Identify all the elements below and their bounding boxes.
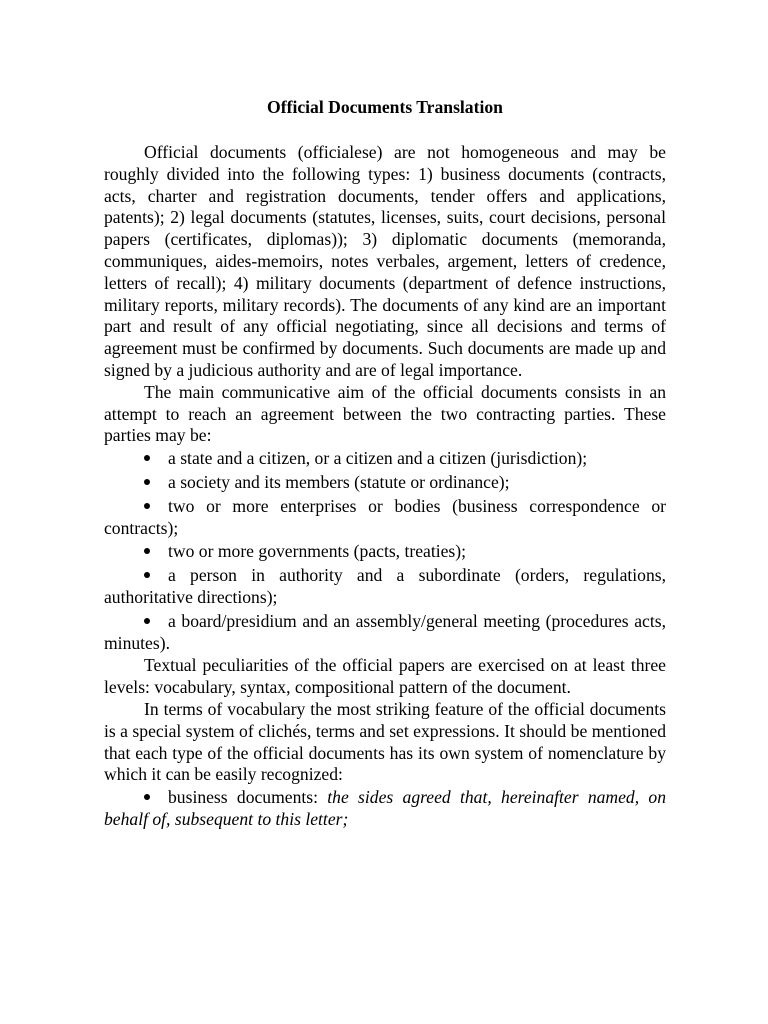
paragraph-vocabulary: In terms of vocabulary the most striking feature of the official documents is a special system of clichés, terms and set expressions. It should be mentioned that each type of the official documents has its own system of nomenclature by which it can be easily recognized: (104, 698, 666, 785)
paragraph-document-types: Official documents (officialese) are not homogeneous and may be roughly divided into the following types: 1) business documents (contracts, acts, charter and registration documents, tender offers and applications, patents); 2) legal documents (statutes, licenses, suits, court decisions, personal papers (certificates, diplomas)); 3) diplomatic documents (memoranda, communiques, aides-memoirs, notes verbales, argement, letters of credence, letters of recall); 4) military documents (department of defence instructions, military reports, military records). The documents of any kind are an important part and result of any official negotiating, since all decisions and terms of agreement must be confirmed by documents. Such documents are made up and signed by a judicious authority and are of legal importance. (104, 142, 666, 380)
bullet-icon (144, 496, 168, 518)
bullet-icon (144, 448, 168, 470)
example-text: the sides agreed that, hereinafter named, on behalf of, subsequent to this letter; (104, 787, 666, 829)
list-item: a state and a citizen, or a citizen and a citizen (jurisdiction); (104, 447, 666, 471)
document-page (104, 96, 666, 832)
bullet-icon (144, 541, 168, 563)
bullet-icon (144, 611, 168, 633)
list-item: a person in authority and a subordinate (orders, regulations, authoritative directions); (104, 565, 666, 607)
bullet-icon (144, 565, 168, 587)
paragraph-textual-peculiarities: Textual peculiarities of the official papers are exercised on at least three levels: vocabulary, syntax, compositional pattern of the document. (104, 655, 666, 698)
example-label: business documents: (168, 787, 328, 808)
list-item (104, 786, 666, 832)
bullet-icon (144, 787, 168, 809)
document-title: Official Documents Translation (267, 97, 503, 117)
list-item: a board/presidium and an assembly/general meeting (procedures acts, minutes). (104, 610, 666, 653)
examples-list (104, 786, 666, 832)
list-item: a society and its members (statute or ordinance); (104, 471, 666, 495)
paragraph-communicative-aim: The main communicative aim of the official documents consists in an attempt to reach an agreement between the two contracting parties. These parties may be: (104, 381, 666, 446)
bullet-icon (144, 472, 168, 494)
parties-list (104, 447, 666, 655)
list-item: two or more enterprises or bodies (business correspondence or contracts); (104, 495, 666, 538)
list-item: two or more governments (pacts, treaties); (104, 540, 666, 564)
